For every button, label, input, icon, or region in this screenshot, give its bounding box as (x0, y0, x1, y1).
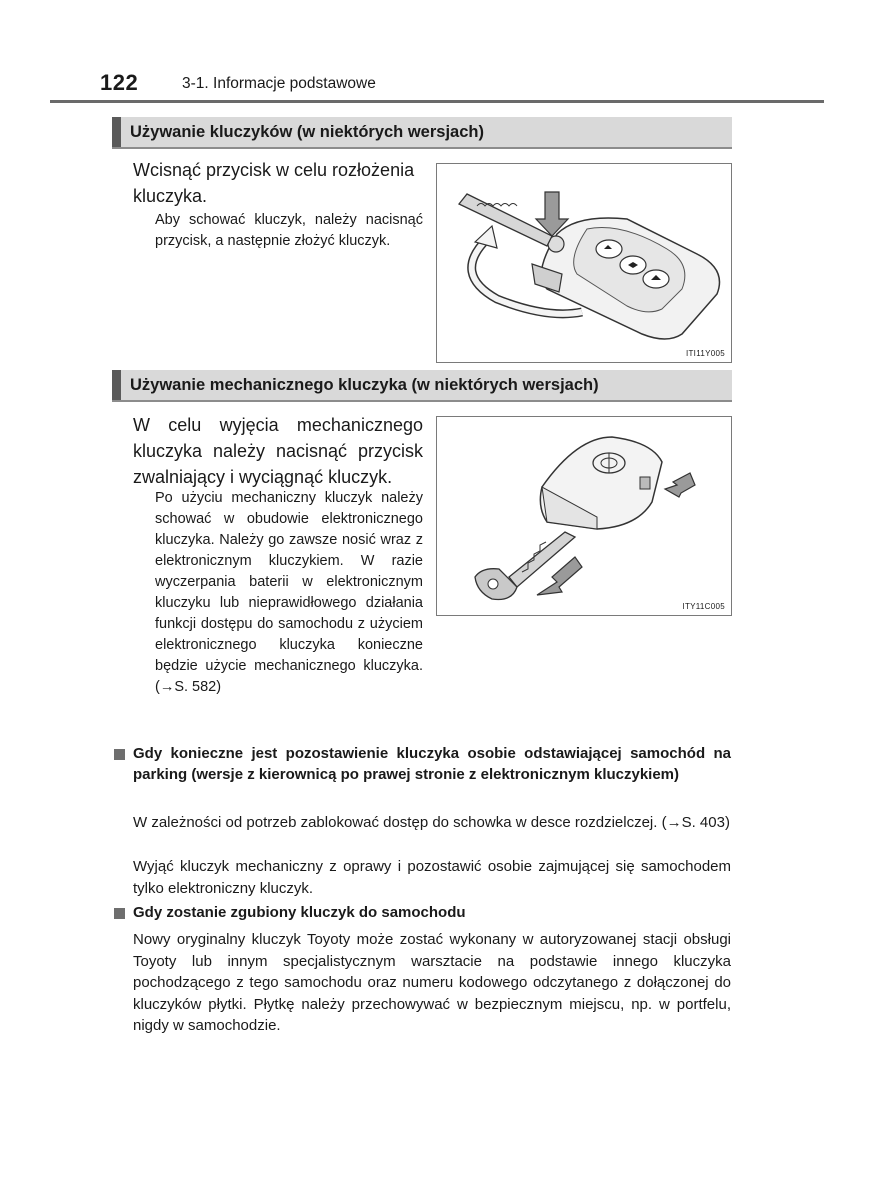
bullet-square (114, 749, 125, 760)
header-rule (50, 100, 824, 103)
figure-mechanical-key (436, 416, 732, 616)
key-unfold-illustration (437, 164, 733, 364)
note-heading: Gdy konieczne jest pozostawienie kluczyka osobie odstawiającej samochód na parking (wersje z kierownicą po prawej stronie z elektronicznym kluczykiem) (133, 745, 731, 783)
instruction-text: W celu wyjęcia mechanicznego kluczyka należy nacisnąć przycisk zwalniający i wyciągnąć kluczyk. (133, 415, 423, 487)
page-number: 122 (100, 70, 139, 95)
figure-code: ITY11C005 (682, 602, 725, 611)
section-heading-accent (112, 370, 121, 400)
chapter-title: 3-1. Informacje podstawowe (182, 75, 376, 92)
section-heading-accent (112, 117, 121, 147)
figure-key-unfold (436, 163, 732, 363)
bullet-square (114, 908, 125, 919)
release-button-icon (640, 477, 650, 489)
section-heading-bar (112, 370, 732, 402)
mechanical-key-illustration (437, 417, 733, 617)
note-heading: Gdy zostanie zgubiony kluczyk do samochodu (133, 904, 466, 921)
figure-code: ITI11Y005 (685, 349, 725, 358)
note-paragraph: Wyjąć kluczyk mechaniczny z oprawy i pozostawić osobie zajmującej się samochodem tylko elektroniczny kluczyk. (133, 858, 731, 897)
note-paragraph: Nowy oryginalny kluczyk Toyoty może zostać wykonany w autoryzowanej stacji obsługi Toyoty lub innym specjalistycznym warsztacie na podstawie innego kluczyka pochodzącego z tego samochodu oraz numeru kodowego odczytanego z dołączonej do kluczyków płytki. Płytkę należy przechowywać w bezpiecznym miejscu, np. w portfelu, nigdy w samochodzie. (133, 931, 731, 1034)
section-heading-bar (112, 117, 732, 149)
instruction-note: Po użyciu mechaniczny kluczyk należy schować w obudowie elektronicznego kluczyka. Należy go zawsze nosić wraz z elektronicznym kluczykiem. W razie wyczerpania baterii w elektronicznym kluczyku lub nieprawidłowego działania funkcji dostępu do samochodu z użyciem elektronicznego kluczyka konieczne będzie użycie mechanicznego kluczyka. (→S. 582) (155, 490, 423, 695)
instruction-note: Aby schować kluczyk, należy nacisnąć przycisk, a następnie złożyć kluczyk. (155, 212, 423, 249)
note-paragraph: W zależności od potrzeb zablokować dostęp do schowka w desce rozdzielczej. (→S. 403) (133, 814, 730, 831)
instruction-text: Wcisnąć przycisk w celu rozłożenia kluczyka. (133, 160, 415, 206)
section-heading-title: Używanie kluczyków (w niektórych wersjach) (130, 123, 484, 141)
section-heading-title: Używanie mechanicznego kluczyka (w niektórych wersjach) (130, 376, 599, 394)
press-release-arrow-icon (665, 473, 695, 497)
